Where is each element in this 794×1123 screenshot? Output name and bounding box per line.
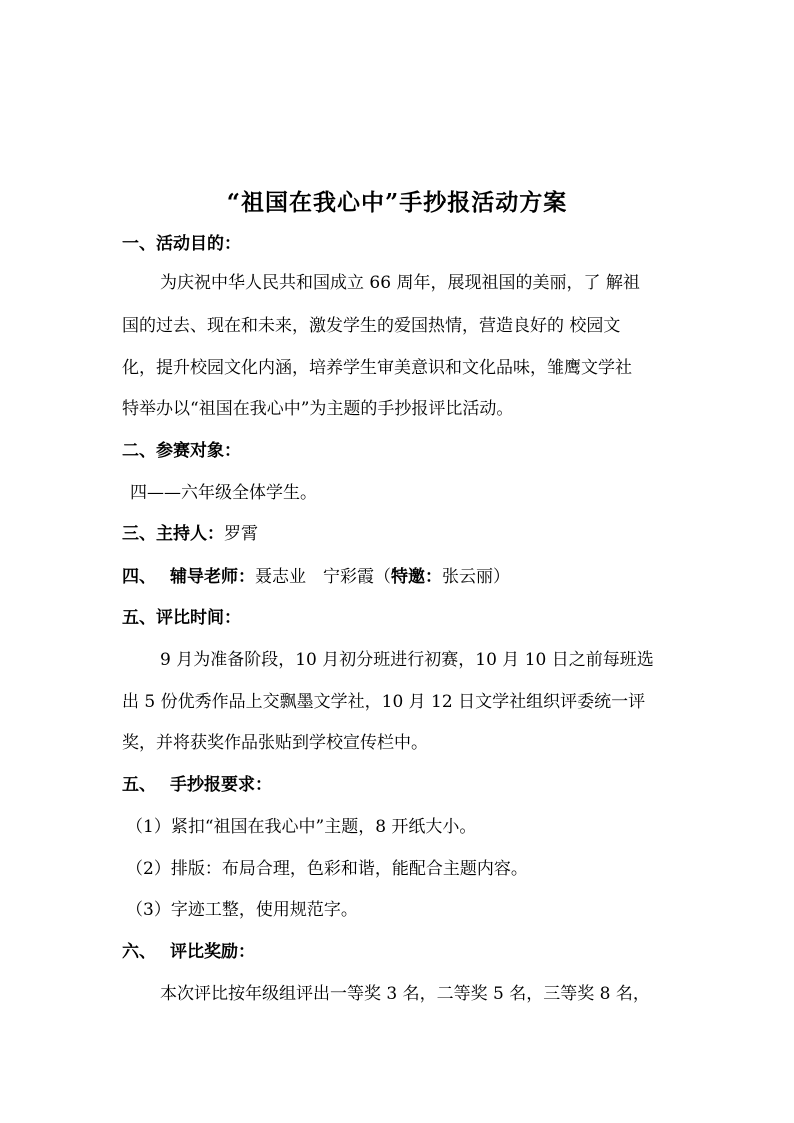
section-purpose-line-2: 国的过去、现在和未来，激发学生的爱国热情，营造良好的 校园文 bbox=[122, 316, 621, 336]
requirement-item-2: （2）排版：布局合理，色彩和谐，能配合主题内容。 bbox=[126, 859, 528, 879]
section-host bbox=[122, 522, 682, 546]
requirement-item-1: （1）紧扣“祖国在我心中”主题，8 开纸大小。 bbox=[126, 817, 477, 837]
section-purpose-line-4: 特举办以“祖国在我心中”为主题的手抄报评比活动。 bbox=[122, 399, 514, 419]
section-advisors-special-label: 特邀： bbox=[391, 567, 442, 587]
document-title: “祖国在我心中”手抄报活动方案 bbox=[226, 189, 568, 216]
requirement-item-3: （3）字迹工整，使用规范字。 bbox=[126, 900, 358, 920]
section-advisors bbox=[122, 565, 682, 589]
section-host-heading: 三、主持人： bbox=[122, 524, 224, 544]
section-requirements-heading: 手抄报要求： bbox=[170, 775, 272, 795]
section-advisors-special-name: 张云丽） bbox=[442, 567, 510, 587]
section-participants-heading: 二、参赛对象： bbox=[122, 441, 241, 461]
section-host-name: 罗霄 bbox=[224, 524, 258, 544]
section-participants-text: 四——六年级全体学生。 bbox=[130, 483, 317, 503]
section-purpose-heading: 一、活动目的： bbox=[122, 234, 241, 254]
section-requirements-heading-row bbox=[122, 773, 682, 797]
section-awards-heading-row bbox=[122, 940, 682, 964]
section-requirements-number: 五、 bbox=[122, 775, 156, 795]
section-purpose-line-3: 化，提升校园文化内涵，培养学生审美意识和文化品味，雏鹰文学社 bbox=[122, 358, 632, 378]
section-schedule-line-2: 出 5 份优秀作品上交飘墨文学社，10 月 12 日文学社组织评委统一评 bbox=[122, 692, 646, 712]
section-awards-number: 六、 bbox=[122, 942, 156, 962]
section-schedule-line-1: 9 月为准备阶段，10 月初分班进行初赛，10 月 10 日之前每班选 bbox=[160, 650, 654, 670]
section-advisors-number: 四、 bbox=[122, 567, 156, 587]
section-awards-heading: 评比奖励： bbox=[170, 942, 255, 962]
section-schedule-line-3: 奖，并将获奖作品张贴到学校宣传栏中。 bbox=[122, 733, 428, 753]
section-schedule-heading: 五、评比时间： bbox=[122, 608, 241, 628]
section-purpose-line-1: 为庆祝中华人民共和国成立 66 周年，展现祖国的美丽，了 解祖 bbox=[160, 273, 640, 293]
section-advisors-teachers: 聂志业 宁彩霞（ bbox=[255, 567, 391, 587]
section-awards-line-1: 本次评比按年级组评出一等奖 3 名，二等奖 5 名，三等奖 8 名， bbox=[160, 984, 650, 1004]
section-advisors-heading: 辅导老师： bbox=[170, 567, 255, 587]
